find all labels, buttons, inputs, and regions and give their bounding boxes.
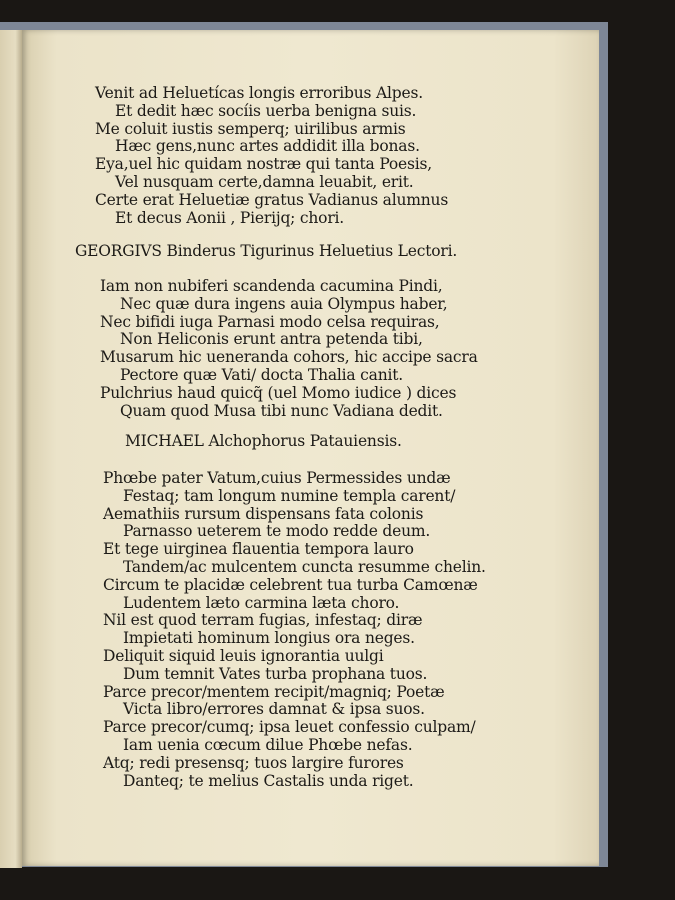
- verse-line: Nec quæ dura ingens auia Olympus haber,: [120, 294, 448, 313]
- verse-line: Ludentem læto carmina læta choro.: [123, 593, 400, 612]
- verse-line: Parnasso ueterem te modo redde deum.: [123, 522, 431, 541]
- verse-line: Iam non nubiferi scandenda cacumina Pindi,: [100, 277, 443, 295]
- verse-line: Danteq; te melius Castalis unda riget.: [123, 771, 414, 790]
- verse-line: Aemathiis rursum dispensans fata colonis: [103, 504, 424, 523]
- verse-line: Dum temnit Vates turba prophana tuos.: [123, 664, 428, 683]
- verse-line: Et tege uirginea flauentia tempora lauro: [103, 540, 414, 559]
- verse-line: Atq; redi presensq; tuos largire furores: [103, 753, 404, 772]
- verse-line: Nec bifidi iuga Parnasi modo celsa requiras,: [100, 312, 440, 331]
- verse-line: Pectore quæ Vati/ docta Thalia canit.: [120, 365, 403, 384]
- verse-line: Et dedit hæc socíis uerba benigna suis.: [115, 101, 417, 120]
- stanza-3: [103, 470, 486, 790]
- verse-line: Musarum hic ueneranda cohors, hic accipe sacra: [100, 348, 478, 367]
- verse-line: Circum te placidæ celebrent tua turba Camœnæ: [103, 575, 478, 594]
- verse-line: Non Heliconis erunt antra petenda tibi,: [120, 330, 423, 349]
- verse-line: Venit ad Heluetícas longis erroribus Alpes.: [95, 84, 423, 102]
- verse-line: Quam quod Musa tibi nunc Vadiana dedit.: [120, 401, 443, 420]
- verse-line: Me coluit iustis semperq; uirilibus armis: [95, 119, 406, 138]
- verse-line: Pulchrius haud quicq̃ (uel Momo iudice ) dices: [100, 383, 457, 402]
- heading-georgius: GEORGIVS Binderus Tigurinus Heluetius Lectori.: [75, 242, 458, 260]
- verse-line: Nil est quod terram fugias, infestaq; diræ: [103, 611, 423, 630]
- verse-line: Hæc gens,nunc artes addidit illa bonas.: [115, 137, 420, 156]
- verse-line: Vel nusquam certe,damna leuabit, erit.: [115, 172, 414, 191]
- heading-michael: MICHAEL Alchophorus Patauiensis.: [125, 432, 402, 450]
- verse-line: Victa libro/errores damnat & ipsa suos.: [123, 700, 425, 719]
- stanza-2: [100, 278, 478, 420]
- verse-line: Festaq; tam longum numine templa carent/: [123, 486, 456, 505]
- verse-line: Impietati hominum longius ora neges.: [123, 629, 415, 648]
- verse-line: Certe erat Heluetiæ gratus Vadianus alumnus: [95, 190, 449, 209]
- verse-line: Iam uenia cœcum dilue Phœbe nefas.: [123, 735, 413, 754]
- verse-line: Tandem/ac mulcentem cuncta resumme chelin.: [123, 557, 486, 576]
- verse-line: Phœbe pater Vatum,cuius Permessides undæ: [103, 469, 451, 487]
- verse-line: Et decus Aonii , Pierijq; chori.: [115, 208, 345, 227]
- verse-line: Parce precor/cumq; ipsa leuet confessio culpam/: [103, 718, 476, 737]
- verse-line: Deliquit siquid leuis ignorantia uulgi: [103, 646, 384, 665]
- previous-page-edge: [0, 30, 22, 868]
- verse-line: Parce precor/mentem recipit/magniq; Poetæ: [103, 682, 445, 701]
- stanza-1: [95, 85, 448, 227]
- verse-line: Eya,uel hic quidam nostræ qui tanta Poesis,: [95, 155, 433, 174]
